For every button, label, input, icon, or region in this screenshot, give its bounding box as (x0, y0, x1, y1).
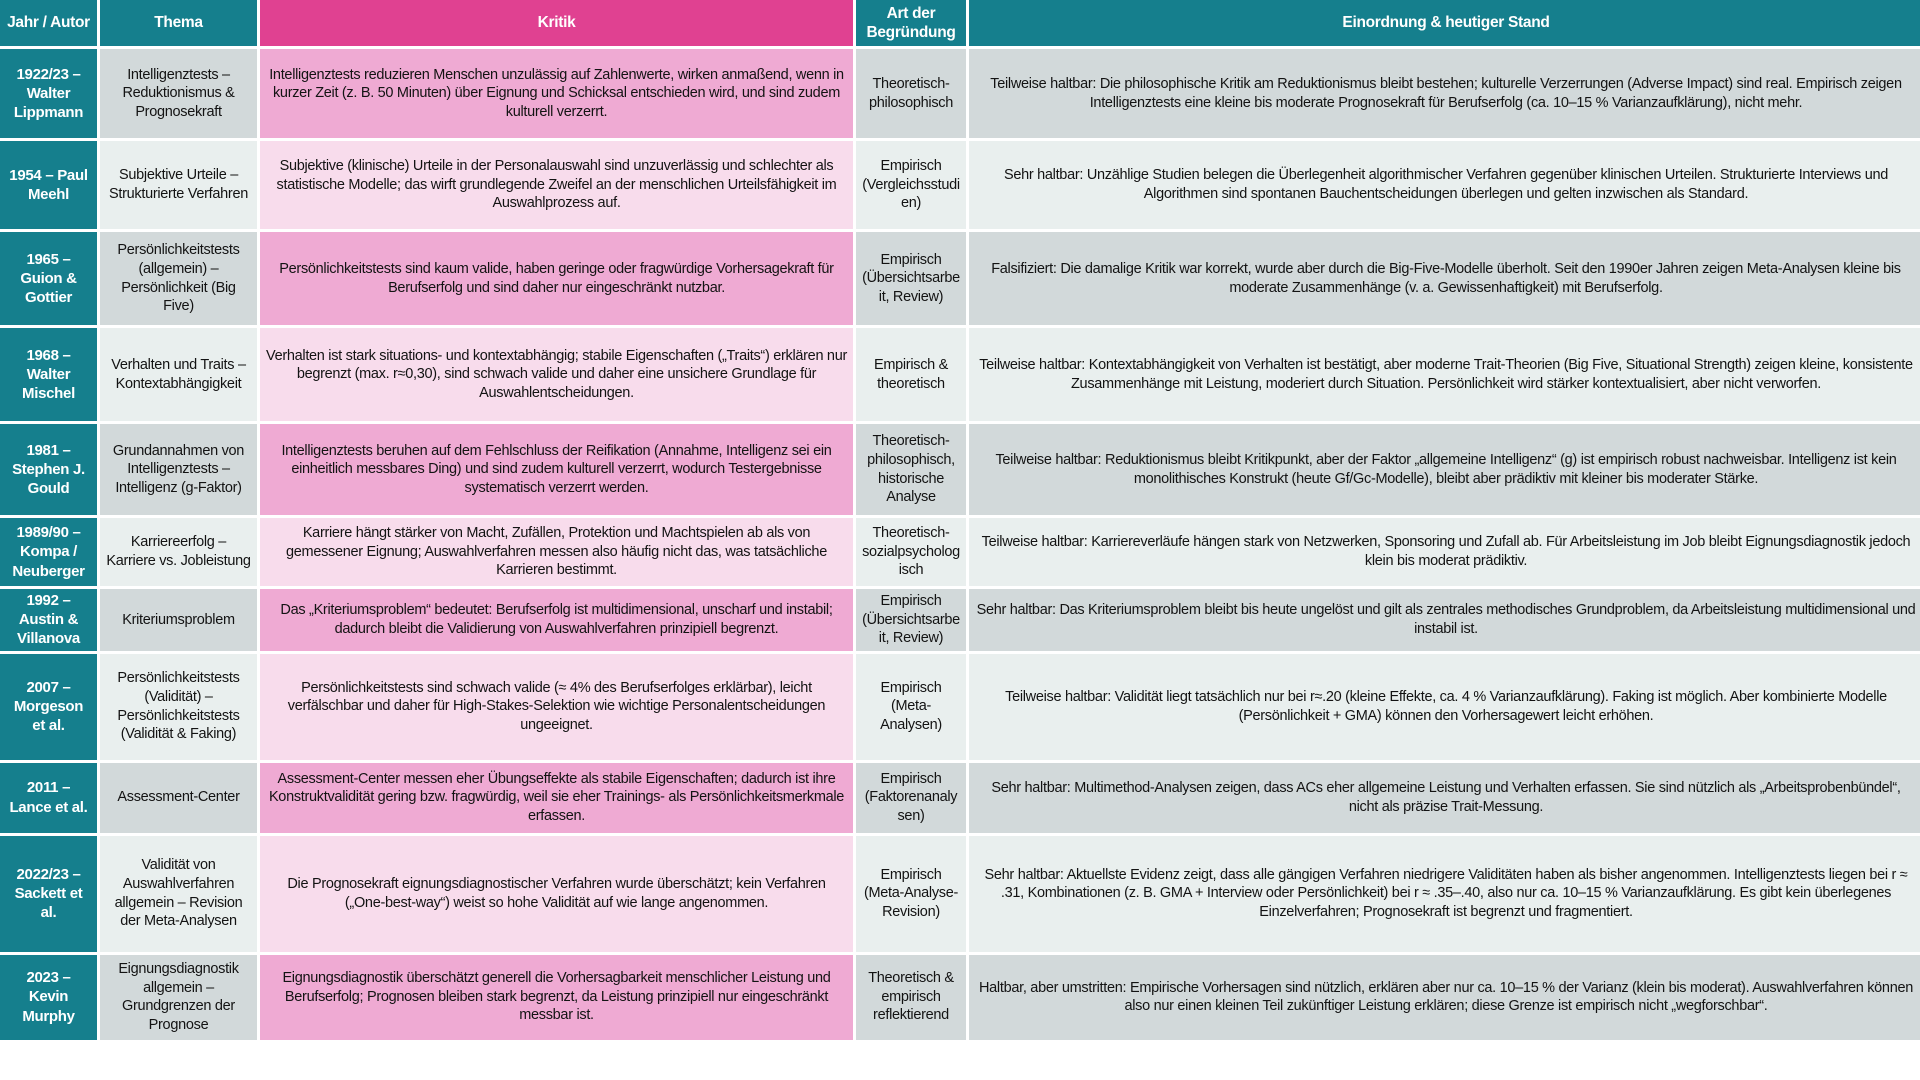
table-row (0, 231, 1920, 327)
cell-art: Empirisch (Vergleichsstudien) (855, 140, 968, 231)
cell-art: Empirisch (Faktorenanalysen) (855, 761, 968, 834)
cell-einordnung: Sehr haltbar: Unzählige Studien belegen die Überlegenheit algorithmischer Verfahren gegenüber klinischen Urteilen. Strukturierte Interviews und Algorithmen sind spontanen Bauchentscheidungen überlegen und gelten inzwischen als Standard. (968, 140, 1920, 231)
cell-art: Theoretisch-philosophisch, historische Analyse (855, 423, 968, 517)
cell-art: Empirisch (Meta-Analysen) (855, 652, 968, 761)
header-kritik: Kritik (259, 0, 855, 48)
cell-thema: Assessment-Center (99, 761, 259, 834)
cell-jahr: 1965 – Guion & Gottier (0, 231, 99, 327)
table-row (0, 953, 1920, 1041)
cell-kritik: Intelligenztests beruhen auf dem Fehlschluss der Reifikation (Annahme, Intelligenz sei ein einheitlich messbares Ding) und sind zudem kulturell verzerrt, wodurch Testergebnisse systematisch verzerrt werden. (259, 423, 855, 517)
cell-kritik: Das „Kriteriumsproblem“ bedeutet: Berufserfolg ist multidimensional, unscharf und instabil; dadurch bleibt die Validierung von Auswahlverfahren prinzipiell begrenzt. (259, 588, 855, 653)
cell-jahr: 1989/90 – Kompa / Neuberger (0, 517, 99, 588)
table-row (0, 423, 1920, 517)
cell-art: Theoretisch-sozialpsychologisch (855, 517, 968, 588)
cell-jahr: 2011 – Lance et al. (0, 761, 99, 834)
cell-kritik: Persönlichkeitstests sind kaum valide, haben geringe oder fragwürdige Vorhersagekraft für Berufserfolg und sind daher nur eingeschränkt nutzbar. (259, 231, 855, 327)
cell-thema: Validität von Auswahlverfahren allgemein – Revision der Meta-Analysen (99, 834, 259, 953)
table-row (0, 652, 1920, 761)
cell-einordnung: Teilweise haltbar: Validität liegt tatsächlich nur bei r≈.20 (kleine Effekte, ca. 4 % Varianzaufklärung). Faking ist möglich. Aber kombinierte Modelle (Persönlichkeit + GMA) können den Vorhersagewert leicht erhöhen. (968, 652, 1920, 761)
cell-thema: Grundannahmen von Intelligenztests – Intelligenz (g-Faktor) (99, 423, 259, 517)
cell-art: Empirisch (Übersichtsarbeit, Review) (855, 588, 968, 653)
cell-einordnung: Teilweise haltbar: Die philosophische Kritik am Reduktionismus bleibt bestehen; kulturelle Verzerrungen (Adverse Impact) sind real. Empirisch zeigen Intelligenztests eine kleine bis moderate Prognosekraft für Berufserfolg (ca. 10–15 % Varianzaufklärung), nicht mehr. (968, 48, 1920, 140)
cell-kritik: Subjektive (klinische) Urteile in der Personalauswahl sind unzuverlässig und schlechter als statistische Modelle; das wirft grundlegende Zweifel an der menschlichen Urteilsfähigkeit im Auswahlprozess auf. (259, 140, 855, 231)
cell-art: Empirisch & theoretisch (855, 327, 968, 423)
cell-kritik: Persönlichkeitstests sind schwach valide (≈ 4% des Berufserfolges erklärbar), leicht verfälschbar und daher für High-Stakes-Selektion wie wichtige Personalentscheidungen ungeeignet. (259, 652, 855, 761)
table-row (0, 517, 1920, 588)
cell-kritik: Karriere hängt stärker von Macht, Zufällen, Protektion und Machtspielen ab als von gemessener Eignung; Auswahlverfahren messen also häufig nicht das, was tatsächliche Karrieren bestimmt. (259, 517, 855, 588)
cell-art: Theoretisch-philosophisch (855, 48, 968, 140)
cell-einordnung: Sehr haltbar: Das Kriteriumsproblem bleibt bis heute ungelöst und gilt als zentrales methodisches Grundproblem, da Arbeitsleistung multidimensional und instabil ist. (968, 588, 1920, 653)
header-jahr-autor: Jahr / Autor (0, 0, 99, 48)
cell-einordnung: Falsifiziert: Die damalige Kritik war korrekt, wurde aber durch die Big-Five-Modelle überholt. Seit den 1990er Jahren zeigen Meta-Analysen kleine bis moderate Zusammenhänge (v. a. Gewissenhaftigkeit) mit Berufserfolg. (968, 231, 1920, 327)
cell-thema: Eignungsdiagnostik allgemein – Grundgrenzen der Prognose (99, 953, 259, 1041)
cell-jahr: 1992 – Austin & Villanova (0, 588, 99, 653)
cell-kritik: Assessment-Center messen eher Übungseffekte als stabile Eigenschaften; dadurch ist ihre Konstruktvalidität gering bzw. fragwürdig, weil sie eher Trainings- als Persönlichkeitsmerkmale erfassen. (259, 761, 855, 834)
header-thema: Thema (99, 0, 259, 48)
cell-art: Theoretisch & empirisch reflektierend (855, 953, 968, 1041)
cell-jahr: 2007 – Morgeson et al. (0, 652, 99, 761)
cell-kritik: Intelligenztests reduzieren Menschen unzulässig auf Zahlenwerte, wirken anmaßend, wenn in kurzer Zeit (z. B. 50 Minuten) über Eignung und Schicksal entschieden wird, und sind zudem kulturell verzerrt. (259, 48, 855, 140)
cell-jahr: 1922/23 – Walter Lippmann (0, 48, 99, 140)
table-header (0, 0, 1920, 48)
cell-jahr: 2022/23 – Sackett et al. (0, 834, 99, 953)
cell-thema: Kriteriumsproblem (99, 588, 259, 653)
table-row (0, 48, 1920, 140)
cell-einordnung: Haltbar, aber umstritten: Empirische Vorhersagen sind nützlich, erklären aber nur ca. 10–15 % der Varianz (klein bis moderat). Auswahlverfahren können also nur einen kleinen Teil zukünftiger Leistung erklären; diese Grenze ist empirisch nicht „wegforschbar“. (968, 953, 1920, 1041)
cell-art: Empirisch (Übersichtsarbeit, Review) (855, 231, 968, 327)
cell-thema: Verhalten und Traits – Kontextabhängigkeit (99, 327, 259, 423)
table-row (0, 140, 1920, 231)
cell-jahr: 1981 – Stephen J. Gould (0, 423, 99, 517)
cell-einordnung: Teilweise haltbar: Kontextabhängigkeit von Verhalten ist bestätigt, aber moderne Trait-Theorien (Big Five, Situational Strength) zeigen kleine, konsistente Zusammenhänge mit Leistung, moderiert durch Situation. Persönlichkeit wird stärker kontextualisiert, aber nicht verworfen. (968, 327, 1920, 423)
cell-kritik: Die Prognosekraft eignungsdiagnostischer Verfahren wurde überschätzt; kein Verfahren („One-best-way“) weist so hohe Validität auf wie lange angenommen. (259, 834, 855, 953)
table-row (0, 761, 1920, 834)
table-row (0, 588, 1920, 653)
header-row (0, 0, 1920, 48)
cell-einordnung: Teilweise haltbar: Reduktionismus bleibt Kritikpunkt, aber der Faktor „allgemeine Intelligenz“ (g) ist empirisch robust nachweisbar. Intelligenz ist kein monolithisches Konstrukt (heute Gf/Gc-Modelle), bleibt aber prädiktiv mit kleiner bis moderater Stärke. (968, 423, 1920, 517)
header-art-der-begruendung: Art der Begründung (855, 0, 968, 48)
cell-jahr: 2023 – Kevin Murphy (0, 953, 99, 1041)
cell-kritik: Verhalten ist stark situations- und kontextabhängig; stabile Eigenschaften („Traits“) erklären nur begrenzt (max. r≈0,30), sind schwach valide und daher eine unsichere Grundlage für Auswahlentscheidungen. (259, 327, 855, 423)
table-row (0, 834, 1920, 953)
cell-thema: Persönlichkeitstests (Validität) – Persönlichkeitstests (Validität & Faking) (99, 652, 259, 761)
cell-jahr: 1968 – Walter Mischel (0, 327, 99, 423)
cell-art: Empirisch (Meta-Analyse-Revision) (855, 834, 968, 953)
cell-thema: Subjektive Urteile – Strukturierte Verfahren (99, 140, 259, 231)
cell-einordnung: Sehr haltbar: Multimethod-Analysen zeigen, dass ACs eher allgemeine Leistung und Verhalten erfassen. Sie sind nützlich als „Arbeitsprobenbündel“, nicht als präzise Trait-Messung. (968, 761, 1920, 834)
table-body (0, 48, 1920, 1042)
cell-thema: Intelligenztests – Reduktionismus & Prognosekraft (99, 48, 259, 140)
cell-kritik: Eignungsdiagnostik überschätzt generell die Vorhersagbarkeit menschlicher Leistung und Berufserfolg; Prognosen bleiben stark begrenzt, da Leistung prinzipiell nur eingeschränkt messbar ist. (259, 953, 855, 1041)
cell-einordnung: Teilweise haltbar: Karriereverläufe hängen stark von Netzwerken, Sponsoring und Zufall ab. Für Arbeitsleistung im Job bleibt Eignungsdiagnostik jedoch klein bis moderat prädiktiv. (968, 517, 1920, 588)
cell-thema: Karriereerfolg – Karriere vs. Jobleistung (99, 517, 259, 588)
cell-einordnung: Sehr haltbar: Aktuellste Evidenz zeigt, dass alle gängigen Verfahren niedrigere Validitäten haben als bisher angenommen. Intelligenztests liegen bei r ≈ .31, Kombinationen (z. B. GMA + Interview oder Persönlichkeit) bei r ≈ .35–.40, also nur ca. 10–15 % Varianzaufklärung. Es gibt kein überlegenes Einzelverfahren; Prognosekraft ist begrenzt und fragmentiert. (968, 834, 1920, 953)
table-row (0, 327, 1920, 423)
cell-jahr: 1954 – Paul Meehl (0, 140, 99, 231)
cell-thema: Persönlichkeitstests (allgemein) – Persönlichkeit (Big Five) (99, 231, 259, 327)
header-einordnung-heutiger-stand: Einordnung & heutiger Stand (968, 0, 1920, 48)
